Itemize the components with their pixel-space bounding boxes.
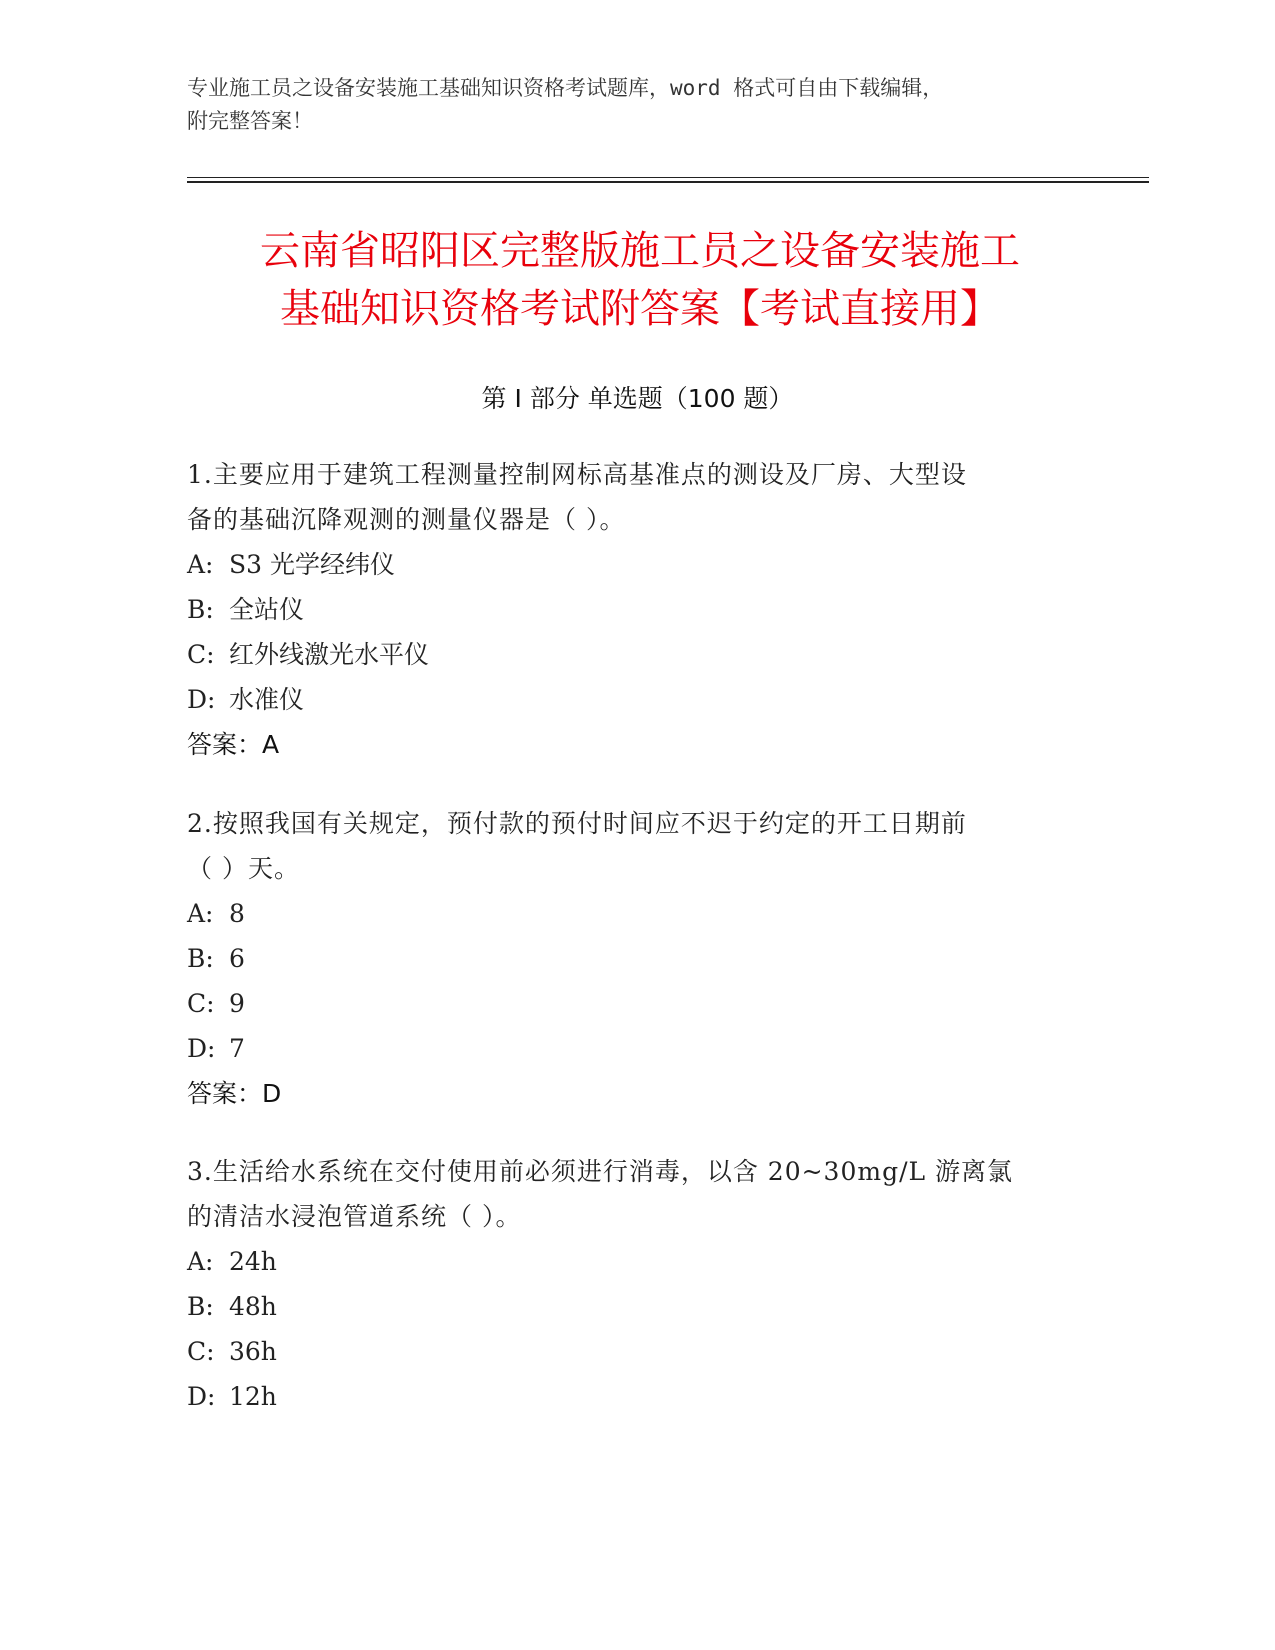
option-label: C: <box>187 989 215 1018</box>
question-stem-line2: （ ）天。 <box>187 854 300 883</box>
option-c <box>187 632 1067 677</box>
option-text: 6 <box>229 944 245 973</box>
option-text: 36h <box>229 1337 277 1366</box>
option-text: 7 <box>229 1034 245 1063</box>
document-title-line2: 基础知识资格考试附答案【考试直接用】 <box>280 286 1000 332</box>
question-stem-line1: 1.主要应用于建筑工程测量控制网标高基准点的测设及厂房、大型设 <box>187 460 967 489</box>
option-a <box>187 891 1067 936</box>
header-divider-thin <box>187 177 1149 178</box>
document-title <box>190 222 1090 338</box>
section-title: 第 I 部分 单选题（100 题） <box>481 384 794 413</box>
question-stem-line1: 3.生活给水系统在交付使用前必须进行消毒，以含 20~30mg/L 游离氯 <box>187 1157 1014 1186</box>
option-text: 8 <box>229 899 245 928</box>
question-stem <box>187 1149 1067 1239</box>
option-text: 24h <box>229 1247 277 1276</box>
option-a <box>187 1239 1067 1284</box>
option-label: B: <box>187 944 214 973</box>
answer: 答案：D <box>187 1079 282 1108</box>
option-text: 红外线激光水平仪 <box>229 640 430 669</box>
option-c <box>187 1329 1067 1374</box>
option-d <box>187 1374 1067 1419</box>
option-label: B: <box>187 595 214 624</box>
option-text: 9 <box>229 989 245 1018</box>
answer: 答案：A <box>187 730 280 759</box>
option-d <box>187 1026 1067 1071</box>
option-label: D: <box>187 1382 216 1411</box>
option-label: C: <box>187 640 215 669</box>
question-2 <box>187 801 1067 1116</box>
option-text: S3 光学经纬仪 <box>229 550 395 579</box>
question-stem-line2: 备的基础沉降观测的测量仪器是（ ）。 <box>187 505 626 534</box>
header-note <box>187 72 1067 138</box>
option-label: A: <box>187 1247 214 1276</box>
option-a <box>187 542 1067 587</box>
question-stem <box>187 801 1067 891</box>
option-label: D: <box>187 1034 216 1063</box>
option-b <box>187 936 1067 981</box>
option-text: 12h <box>229 1382 277 1411</box>
option-label: D: <box>187 685 216 714</box>
question-stem-line2: 的清洁水浸泡管道系统（ ）。 <box>187 1202 522 1231</box>
option-label: A: <box>187 550 214 579</box>
question-1 <box>187 452 1067 767</box>
document-title-line1: 云南省昭阳区完整版施工员之设备安装施工 <box>260 228 1020 274</box>
option-label: C: <box>187 1337 215 1366</box>
header-note-line1: 专业施工员之设备安装施工基础知识资格考试题库，word 格式可自由下载编辑， <box>187 76 944 100</box>
option-b <box>187 587 1067 632</box>
option-text: 48h <box>229 1292 277 1321</box>
option-text: 水准仪 <box>229 685 305 714</box>
option-b <box>187 1284 1067 1329</box>
header-divider-thick <box>187 181 1149 183</box>
option-label: B: <box>187 1292 214 1321</box>
option-c <box>187 981 1067 1026</box>
option-text: 全站仪 <box>229 595 305 624</box>
option-label: A: <box>187 899 214 928</box>
header-note-line2: 附完整答案！ <box>187 109 313 133</box>
question-3 <box>187 1149 1067 1419</box>
question-stem-line1: 2.按照我国有关规定，预付款的预付时间应不迟于约定的开工日期前 <box>187 809 967 838</box>
question-stem <box>187 452 1067 542</box>
option-d <box>187 677 1067 722</box>
